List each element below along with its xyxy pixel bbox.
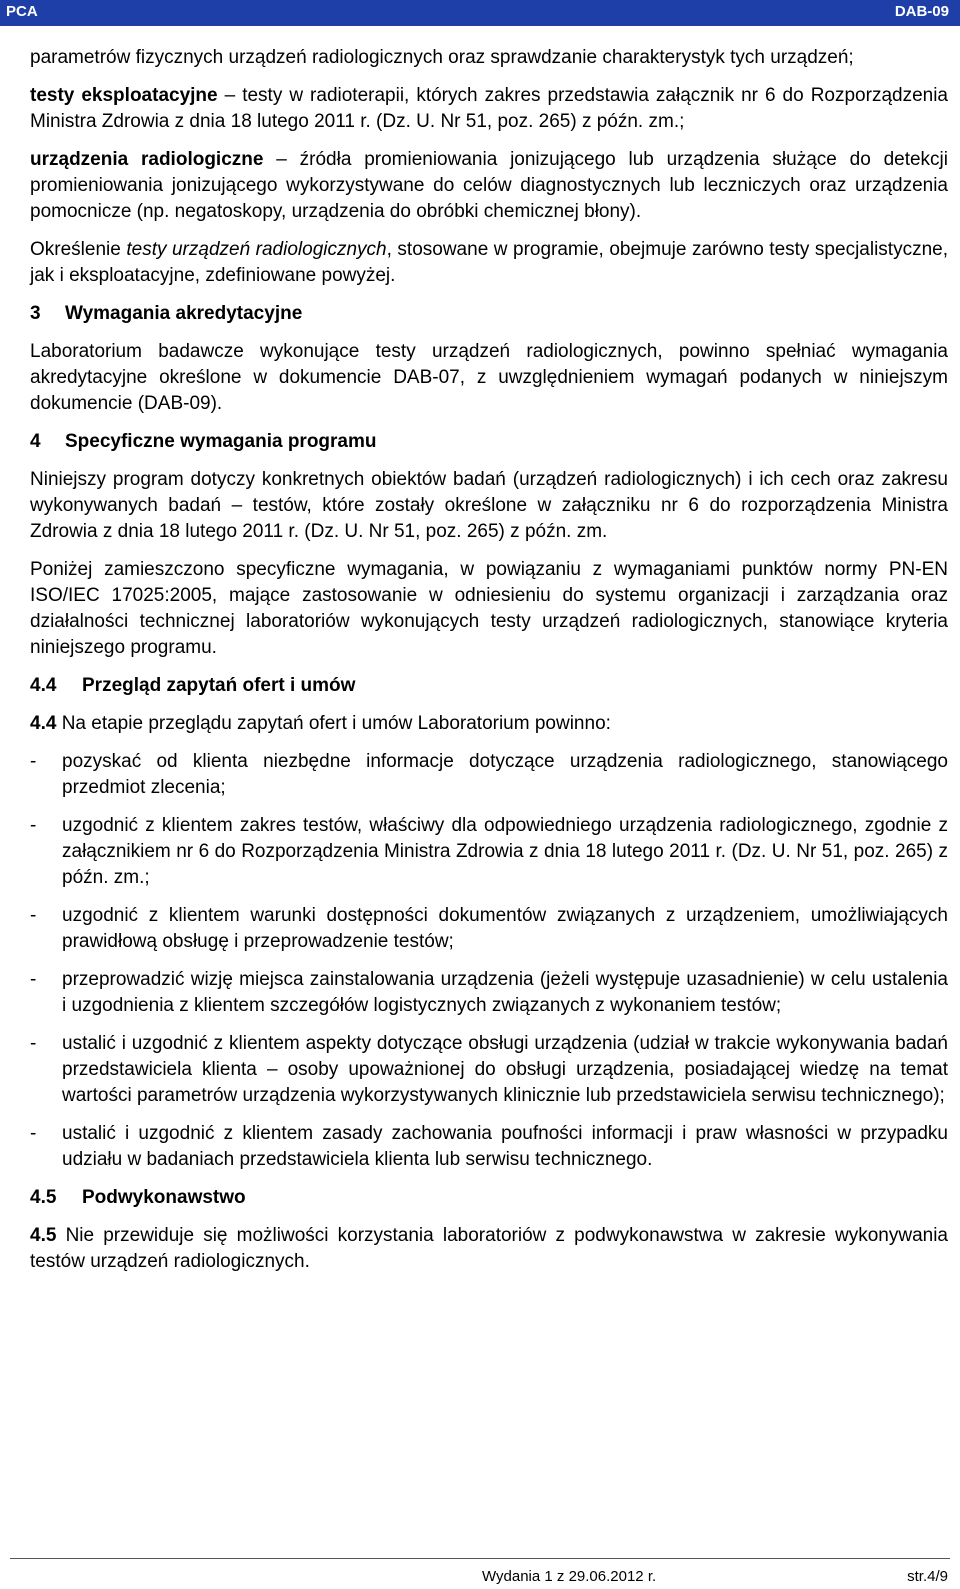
page-header [0,0,960,26]
list-item [30,967,948,1019]
footer-divider [10,1558,950,1559]
list-item [30,1121,948,1173]
clause-text: Na etapie przeglądu zapytań ofert i umów Laboratorium powinno: [56,713,611,734]
dash-bullet: - [30,1123,37,1144]
clause-text: Nie przewiduje się możliwości korzystania laboratoriów z podwykonawstwa w zakresie wykonywania testów urządzeń radiologicznych. [30,1225,948,1272]
document-body [30,45,948,1287]
section-title: Podwykonawstwo [82,1187,246,1208]
list-item-text: ustalić i uzgodnić z klientem aspekty dotyczące obsługi urządzenia (udział w trakcie wykonywania badań przedstawiciela klienta – osoby upoważnionej do obsługi urządzenia, posiadającej wiedzę na temat wartości parametrów urządzenia wykorzystywanych klinicznie lub przedstawiciela serwisu technicznego); [62,1033,948,1106]
section-heading-4 [30,429,948,455]
section-title: Wymagania akredytacyjne [65,303,303,324]
edition-label: Wydania 1 z 29.06.2012 r. [482,1568,657,1585]
clause-number: 4.4 [30,713,57,734]
header-left-label: PCA [6,3,38,20]
list-item [30,903,948,955]
definition-text: – źródła promieniowania jonizującego lub urządzenia służące do detekcji promieniowania jonizującego wykorzystywane do celów diagnostycznych lub leczniczych oraz urządzenia pomocnicze (np. negatoskopy, urządzenia do obróbki chemicznej błony). [30,149,948,222]
definition-testy-eksploatacyjne [30,83,948,135]
list-item-text: ustalić i uzgodnić z klientem zasady zachowania poufności informacji i praw własności w przypadku udziału w badaniach przedstawiciela klienta lub serwisu technicznego. [62,1123,948,1170]
header-doc-code: DAB-09 [894,3,949,20]
section-4-5-lead [30,1223,948,1275]
definition-term: urządzenia radiologiczne [30,149,264,170]
dash-bullet: - [30,815,37,836]
list-item [30,749,948,801]
list-item [30,813,948,891]
dash-bullet: - [30,969,37,990]
definition-text: – testy w radioterapii, których zakres przedstawia załącznik nr 6 do Rozporządzenia Ministra Zdrowia z dnia 18 lutego 2011 r. (Dz. U. Nr 51, poz. 265) z późn. zm.; [30,85,948,132]
list-item-text: przeprowadzić wizję miejsca zainstalowania urządzenia (jeżeli występuje uzasadnienie) w celu ustalenia i uzgodnienia z klientem szczegółów logistycznych związanych z wykonaniem testów; [62,969,948,1016]
section-number: 3 [30,303,41,324]
paragraph-okreslenie [30,237,948,289]
requirements-list [30,749,948,1173]
list-item-text: uzgodnić z klientem zakres testów, właściwy dla odpowiedniego urządzenia radiologicznego, zgodnie z załącznikiem nr 6 do Rozporządzenia Ministra Zdrowia z dnia 18 lutego 2011 r. (Dz. U. Nr 51, poz. 265) z późn. zm.; [62,815,948,888]
list-item-text: uzgodnić z klientem warunki dostępności dokumentów związanych z urządzeniem, umożliwiających prawidłową obsługę i przeprowadzenie testów; [62,905,948,952]
section-heading-3 [30,301,948,327]
clause-number: 4.5 [30,1225,57,1246]
text-segment: Określenie [30,239,127,260]
section-4-text-1: Niniejszy program dotyczy konkretnych obiektów badań (urządzeń radiologicznych) i ich cech oraz zakresu wykonywanych badań – testów, które zostały określone w załączniku nr 6 do rozporządzenia Ministra Zdrowia z dnia 18 lutego 2011 r. (Dz. U. Nr 51, poz. 265) z późn. zm. [30,469,948,542]
page-footer [0,1558,960,1589]
section-title: Specyficzne wymagania programu [65,431,377,452]
list-item-text: pozyskać od klienta niezbędne informacje dotyczące urządzenia radiologicznego, stanowiącego przedmiot zlecenia; [62,751,948,798]
section-3-text: Laboratorium badawcze wykonujące testy urządzeń radiologicznych, powinno spełniać wymagania akredytacyjne określone w dokumencie DAB-07, z uwzględnieniem wymagań podanych w niniejszym dokumencie (DAB-09). [30,341,948,414]
definition-urzadzenia-radiologiczne [30,147,948,225]
section-number: 4 [30,431,41,452]
paragraph-parametry: parametrów fizycznych urządzeń radiologicznych oraz sprawdzanie charakterystyk tych urządzeń; [30,47,854,68]
section-heading-4-4 [30,673,948,699]
section-number: 4.5 [30,1187,57,1208]
section-title: Przegląd zapytań ofert i umów [82,675,356,696]
dash-bullet: - [30,751,37,772]
definition-term: testy eksploatacyjne [30,85,218,106]
page-number: str.4/9 [907,1568,948,1585]
text-segment: , stosowane w programie, obejmuje zarówno testy specjalistyczne, jak i eksploatacyjne, zdefiniowane powyżej. [30,239,948,286]
italic-term: testy urządzeń radiologicznych [126,239,387,260]
section-4-text-2: Poniżej zamieszczono specyficzne wymagania, w powiązaniu z wymaganiami punktów normy PN-EN ISO/IEC 17025:2005, mające zastosowanie w odniesieniu do systemu organizacji i zarządzania oraz działalności technicznej laboratoriów wykonujących testy urządzeń radiologicznych, stanowiące kryteria niniejszego programu. [30,559,948,658]
list-item [30,1031,948,1109]
dash-bullet: - [30,1033,37,1054]
section-heading-4-5 [30,1185,948,1211]
section-4-4-lead [30,711,948,737]
section-number: 4.4 [30,675,57,696]
dash-bullet: - [30,905,37,926]
